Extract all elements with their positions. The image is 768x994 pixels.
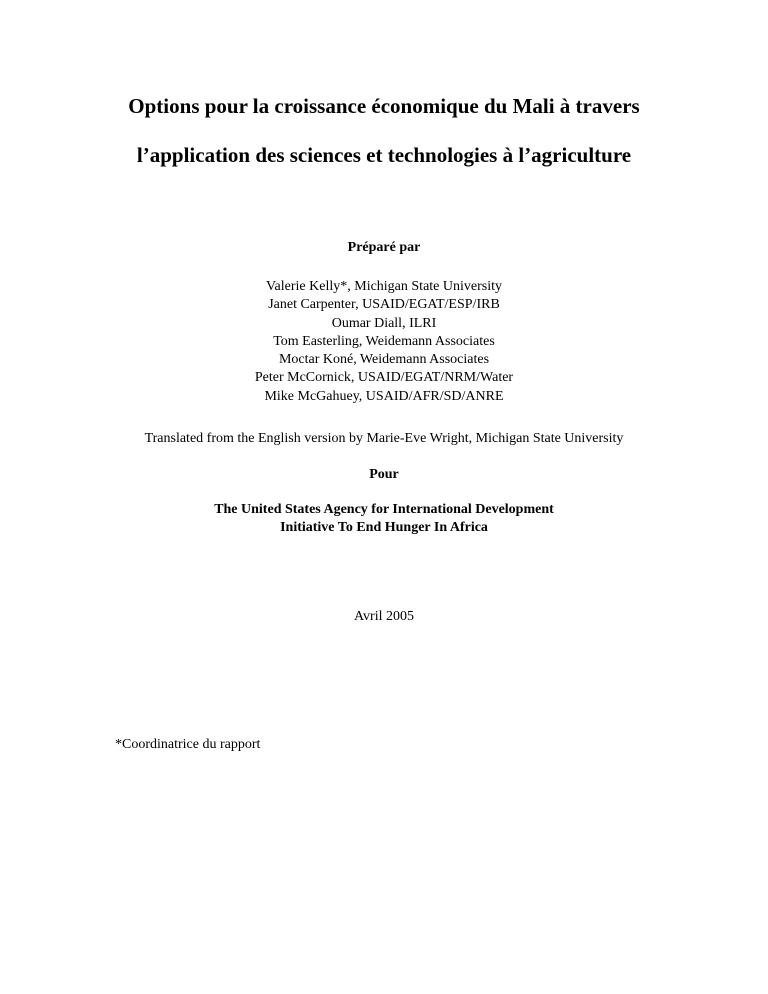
translation-note: Translated from the English version by Marie-Eve Wright, Michigan State University: [144, 431, 624, 446]
author-line: Peter McCornick, USAID/EGAT/NRM/Water: [254, 370, 514, 386]
title-line-2: l’application des sciences et technologies à l’agriculture: [136, 143, 632, 167]
author-line: Janet Carpenter, USAID/EGAT/ESP/IRB: [268, 297, 500, 313]
title-line-1: Options pour la croissance économique du Mali à travers: [128, 94, 640, 118]
for-label: Pour: [369, 467, 399, 482]
report-date: Avril 2005: [353, 609, 414, 624]
footnote: *Coordinatrice du rapport: [115, 737, 261, 752]
author-line: Moctar Koné, Weidemann Associates: [278, 352, 490, 368]
author-line: Valerie Kelly*, Michigan State University: [266, 279, 502, 294]
prepared-by-label: Préparé par: [347, 240, 421, 255]
author-line: Tom Easterling, Weidemann Associates: [273, 333, 495, 349]
author-list: [0, 278, 768, 406]
author-line: Mike McGahuey, USAID/AFR/SD/ANRE: [264, 388, 504, 404]
recipient-line-1: The United States Agency for International Development: [214, 502, 554, 517]
recipient-line-2: Initiative To End Hunger In Africa: [280, 520, 488, 535]
author-line: Oumar Diall, ILRI: [331, 315, 437, 331]
